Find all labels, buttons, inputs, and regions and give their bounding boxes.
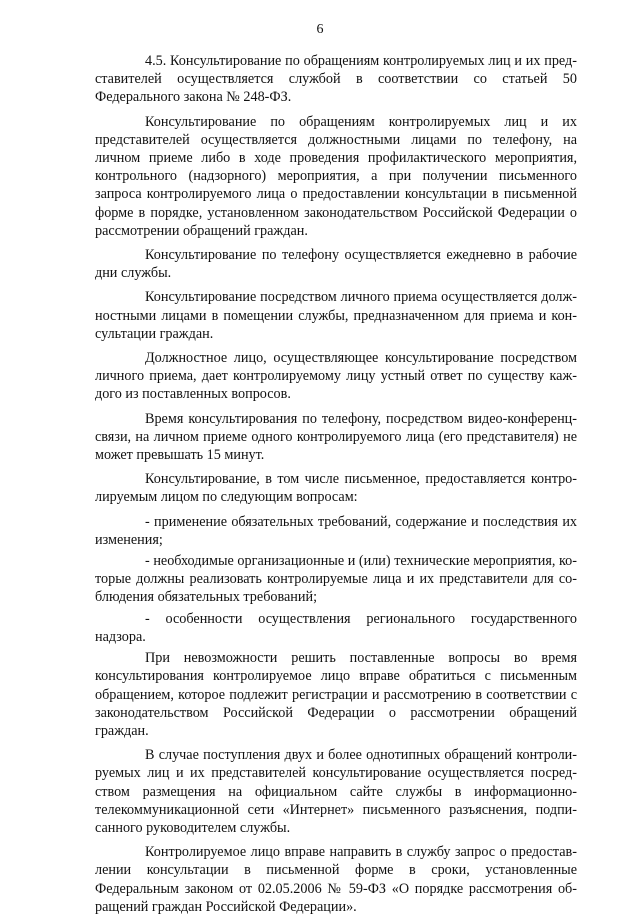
paragraph-time-limit: Время консультирования по телефону, посредством видео-конференцсвязи, на личном приеме одного контролируемого лица (его представителя) не может превышать 15 минут. bbox=[95, 410, 577, 464]
paragraph-personal-reception: Консультирование посредством личного приема осуществляется должностными лицами в помещении службы, предназначенном для приема и консультации граждан. bbox=[95, 289, 577, 342]
document-body bbox=[95, 52, 577, 922]
paragraph-written-request: Контролируемое лицо вправе направить в службу запрос о предоставлении консультации в письменной форме в сроки, установленные Федеральным законом от 02.05.2006 № 59-ФЗ «О порядке рассмотрения обращений граждан Российской Федерации». bbox=[95, 844, 577, 915]
paragraph-4-5: 4.5. Консультирование по обращениям контролируемых лиц и их представителей осуществляется службой в соответствии со статьей 50 Федерального закона № 248-ФЗ. bbox=[95, 53, 577, 106]
paragraph-website-clarification: В случае поступления двух и более однотипных обращений контролируемых лиц и их представителей консультирование осуществляется посредством размещения на официальном сайте службы в информационно-телекоммуникационной сети «Интернет» письменного разъяснения, подписанного руководителем службы. bbox=[95, 747, 577, 836]
paragraph-oral-answer: Должностное лицо, осуществляющее консультирование посредством личного приема, дает контролируемому лицу устный ответ по существу каждого из поставленных вопросов. bbox=[95, 350, 577, 403]
paragraph-written-appeal: При невозможности решить поставленные вопросы во время консультирования контролируемое лицо вправе обратиться с письменным обращением, которое подлежит регистрации и рассмотрению в соответствии с законодательством Российской Федерации о рассмотрении обращений граждан. bbox=[95, 650, 577, 739]
paragraph-consulting-methods: Консультирование по обращениям контролируемых лиц и их представителей осуществляется должностными лицами по телефону, на личном приеме либо в ходе проведения профилактического мероприятия, контрольного (надзорного) мероприятия, а при получении письменного запроса контролируемого лица о предоставлении консультации в письменной форме в порядке, установленном законодательством Российской Федерации о рассмотрении обращений граждан. bbox=[95, 113, 577, 239]
list-item: - необходимые организационные и (или) технические мероприятия, которые должны реализовать контролируемые лица и их представители для соблюдения обязательных требований; bbox=[95, 553, 577, 606]
list-item: - особенности осуществления регионального государственного надзора. bbox=[95, 610, 577, 645]
list-item: - применение обязательных требований, содержание и последствия их изменения; bbox=[95, 513, 577, 548]
paragraph-phone-consulting: Консультирование по телефону осуществляется ежедневно в рабочие дни службы. bbox=[95, 247, 577, 282]
page-number: 6 bbox=[316, 22, 324, 37]
paragraph-consulting-topics: Консультирование, в том числе письменное, предоставляется контролируемым лицом по следующим вопросам: bbox=[95, 471, 577, 506]
